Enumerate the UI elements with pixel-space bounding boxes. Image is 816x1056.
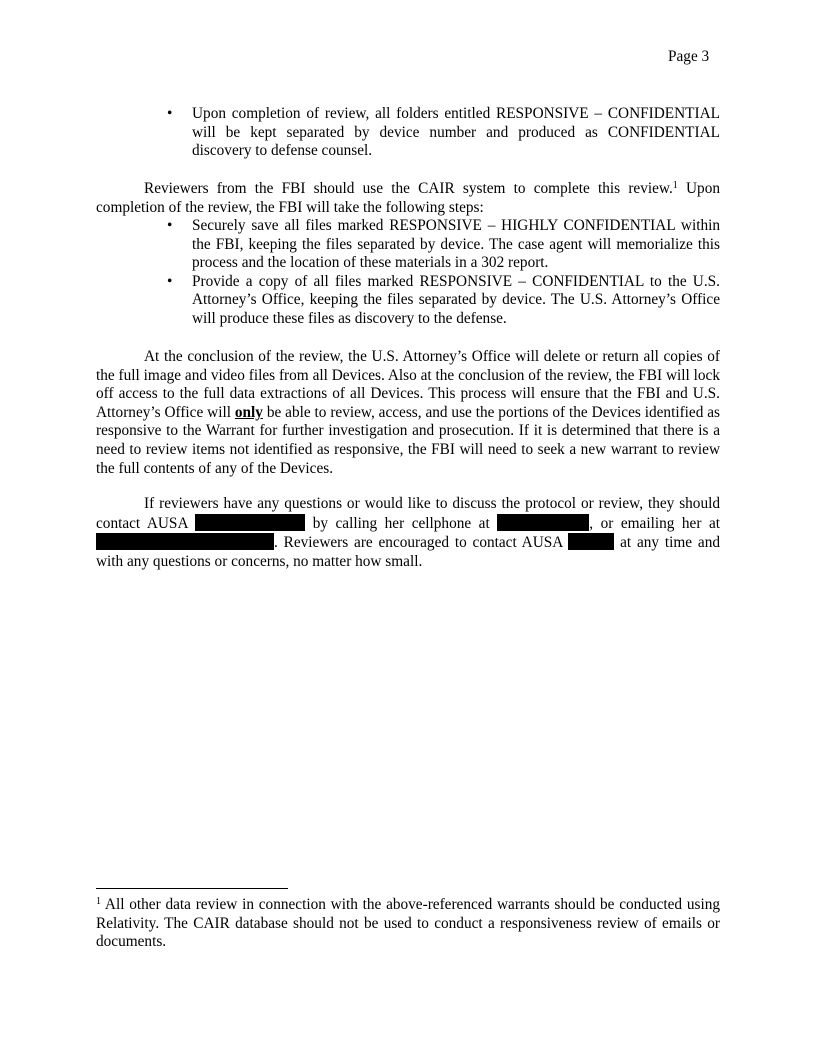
redacted-name xyxy=(195,514,305,531)
paragraph-text: by calling her cellphone at xyxy=(305,514,498,532)
redacted-name xyxy=(568,533,614,550)
footnote-marker: 1 xyxy=(96,896,101,907)
bullet-list-steps xyxy=(192,217,720,329)
paragraph-contact xyxy=(96,495,720,571)
paragraph-conclusion xyxy=(96,348,720,478)
redacted-email xyxy=(96,533,274,550)
paragraph-text: be able to review, access, and use the portions of the Devices identified as responsive to the Warrant for further investigation and prosecution. If it is determined that there is a need to review items not identified as responsive, the FBI will need to seek a new warrant to review the full contents of any of the Devices. xyxy=(96,403,720,477)
footnote xyxy=(96,896,720,952)
bullet-list-top xyxy=(192,105,720,161)
list-item: • Securely save all files marked RESPONSIVE – HIGHLY CONFIDENTIAL within the FBI, keeping the files separated by device. The case agent will memorialize this process and the location of these materials in a 302 report. xyxy=(192,217,720,273)
redacted-phone xyxy=(497,514,589,531)
paragraph-text: If reviewers have any questions or would like to discuss the protocol or review, they should contact AUSA xyxy=(96,495,720,532)
list-item: • Upon completion of review, all folders entitled RESPONSIVE – CONFIDENTIAL will be kept separated by device number and produced as CONFIDENTIAL discovery to defense counsel. xyxy=(192,105,720,161)
footnote-text: All other data review in connection with the above-referenced warrants should be conducted using Relativity. The CAIR database should not be used to conduct a responsiveness review of emails or documents. xyxy=(96,896,720,951)
footnote-divider xyxy=(96,888,288,889)
paragraph-text: , or emailing her at xyxy=(589,514,720,532)
paragraph-text: . Reviewers are encouraged to contact AUSA xyxy=(274,534,569,552)
emphasis-only: only xyxy=(234,403,263,421)
paragraph-cair-review xyxy=(96,180,720,217)
paragraph-text: Upon completion of the review, the FBI will take the following steps: xyxy=(96,180,720,216)
paragraph-text: Reviewers from the FBI should use the CAIR system to complete this review. xyxy=(144,180,673,197)
page-number: Page 3 xyxy=(668,48,710,65)
list-item: • Provide a copy of all files marked RESPONSIVE – CONFIDENTIAL to the U.S. Attorney’s Office, keeping the files separated by device. The U.S. Attorney’s Office will produce these files as discovery to the defense. xyxy=(192,273,720,329)
footnote-reference: 1 xyxy=(672,180,678,191)
paragraph-text: at any time and with any questions or concerns, no matter how small. xyxy=(96,534,720,570)
paragraph-text: At the conclusion of the review, the U.S. Attorney’s Office will delete or return all copies of the full image and video files from all Devices. Also at the conclusion of the review, the FBI will lock off access to the full data extractions of all Devices. This process will ensure that the FBI and U.S. Attorney’s Office will xyxy=(96,348,720,421)
